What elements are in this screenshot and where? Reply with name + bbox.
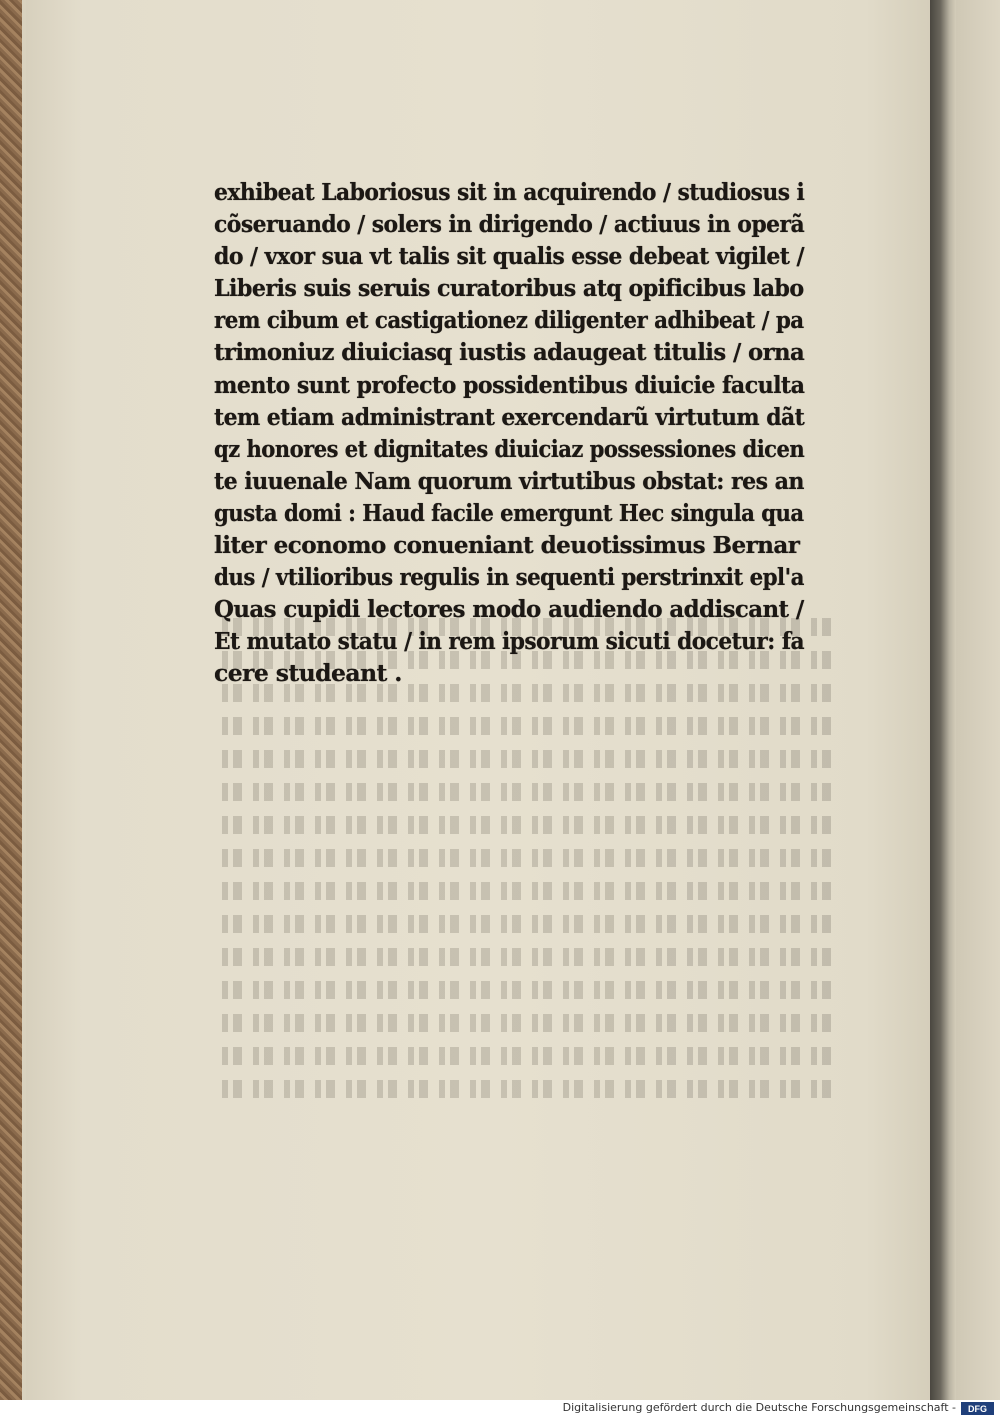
book-gutter (930, 0, 956, 1400)
text-line: exhibeat Laboriosus sit in acquirendo / studiosus i (214, 178, 805, 206)
text-line: rem cibum et castigationez diligenter adhibeat / pa (214, 306, 804, 335)
text-line: trimoniuz diuiciasq iustis adaugeat titulis / orna (214, 338, 805, 367)
text-line: do / vxor sua vt talis sit qualis esse debeat vigilet / (214, 242, 804, 271)
text-line: tem etiam administrant exercendarũ virtutum dãt (214, 402, 805, 431)
facing-page-edge (956, 0, 1000, 1400)
text-line: gusta domi : Haud facile emergunt Hec singula qua (214, 498, 804, 527)
printed-text-block (214, 176, 814, 690)
dfg-logo-icon (961, 1402, 994, 1415)
text-line: mento sunt profecto possidentibus diuicie faculta (214, 370, 805, 399)
text-line: Et mutato statu / in rem ipsorum sicuti docetur: fa (214, 627, 805, 656)
text-line: qz honores et dignitates diuiciaz possessiones dicen (214, 434, 805, 463)
svg-text:DFG: DFG (968, 1404, 987, 1414)
text-line: cere studeant . (214, 659, 402, 688)
footer-text: Digitalisierung gefördert durch die Deutsche Forschungsgemeinschaft - (562, 1401, 956, 1414)
attribution-footer (0, 1400, 1000, 1417)
text-line: Liberis suis seruis curatoribus atq opificibus labo (214, 274, 804, 303)
text-line: Quas cupidi lectores modo audiendo addiscant / (214, 595, 804, 624)
text-line: cõseruando / solers in dirigendo / actiuus in operã (214, 210, 805, 239)
book-binding (0, 0, 22, 1400)
text-line: te iuuenale Nam quorum virtutibus obstat: res an (214, 466, 804, 495)
text-line: dus / vtilioribus regulis in sequenti perstrinxit epl'a (214, 563, 804, 592)
text-line: liter economo conueniant deuotissimus Bernar (214, 531, 800, 560)
